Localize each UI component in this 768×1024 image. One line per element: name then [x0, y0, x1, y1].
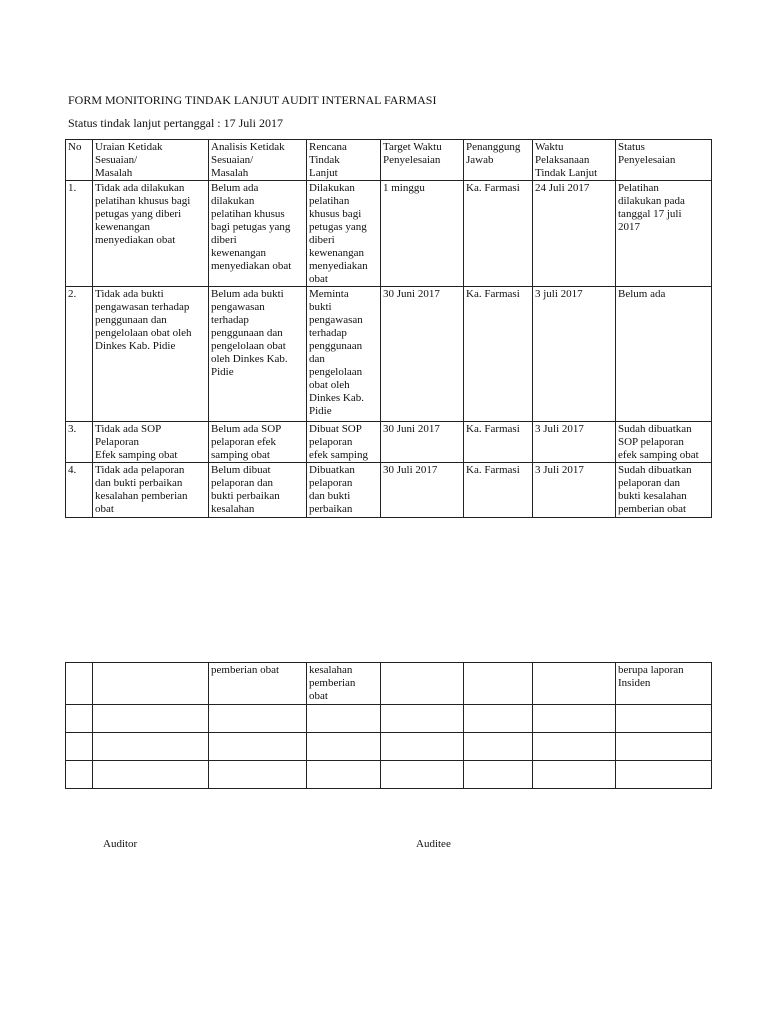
header-rencana: Rencana Tindak Lanjut	[307, 140, 381, 181]
cell-uraian: Tidak ada bukti pengawasan terhadap penggunaan dan pengelolaan obat oleh Dinkes Kab. Pidie	[93, 287, 209, 422]
cell-no: 1.	[66, 181, 93, 287]
header-status: Status Penyelesaian	[616, 140, 712, 181]
header-uraian: Uraian Ketidak Sesuaian/ Masalah	[93, 140, 209, 181]
status-date-line: Status tindak lanjut pertanggal : 17 Juli 2017	[68, 116, 283, 130]
header-analisis: Analisis Ketidak Sesuaian/ Masalah	[209, 140, 307, 181]
cell-analisis: pemberian obat	[209, 663, 307, 705]
table-row	[66, 422, 712, 463]
monitoring-table	[65, 139, 712, 518]
cell-analisis: Belum ada bukti pengawasan terhadap penggunaan dan pengelolaan obat oleh Dinkes Kab. Pidie	[209, 287, 307, 422]
header-target: Target Waktu Penyelesaian	[381, 140, 464, 181]
cell-penanggung	[464, 663, 533, 705]
cell-penanggung: Ka. Farmasi	[464, 463, 533, 518]
cell-analisis: Belum ada SOP pelaporan efek samping obat	[209, 422, 307, 463]
cell-rencana: Dibuatkan pelaporan dan bukti perbaikan	[307, 463, 381, 518]
form-title: FORM MONITORING TINDAK LANJUT AUDIT INTERNAL FARMASI	[68, 93, 437, 107]
cell-status: Pelatihan dilakukan pada tanggal 17 juli 2017	[616, 181, 712, 287]
cell-analisis: Belum ada dilakukan pelatihan khusus bagi petugas yang diberi kewenangan menyediakan obat	[209, 181, 307, 287]
header-penanggung: Penanggung Jawab	[464, 140, 533, 181]
continuation-table	[65, 662, 712, 789]
cell-rencana: Dibuat SOP pelaporan efek samping	[307, 422, 381, 463]
cell-no: 3.	[66, 422, 93, 463]
cell-target	[381, 663, 464, 705]
empty-table-row	[66, 733, 712, 761]
cell-uraian: Tidak ada SOP Pelaporan Efek samping obat	[93, 422, 209, 463]
cell-uraian	[93, 663, 209, 705]
cell-waktu	[533, 663, 616, 705]
cell-waktu: 3 Juli 2017	[533, 422, 616, 463]
header-no: No	[66, 140, 93, 181]
table-row	[66, 287, 712, 422]
cell-waktu: 3 juli 2017	[533, 287, 616, 422]
cell-no: 2.	[66, 287, 93, 422]
cell-penanggung: Ka. Farmasi	[464, 181, 533, 287]
cell-target: 30 Juli 2017	[381, 463, 464, 518]
table-header-row	[66, 140, 712, 181]
cell-rencana: Dilakukan pelatihan khusus bagi petugas yang diberi kewenangan menyediakan obat	[307, 181, 381, 287]
empty-table-row	[66, 705, 712, 733]
cell-rencana: Meminta bukti pengawasan terhadap penggunaan dan pengelolaan obat oleh Dinkes Kab. Pidie	[307, 287, 381, 422]
cell-no	[66, 663, 93, 705]
auditee-label: Auditee	[416, 838, 451, 850]
cell-uraian: Tidak ada pelaporan dan bukti perbaikan kesalahan pemberian obat	[93, 463, 209, 518]
cell-penanggung: Ka. Farmasi	[464, 287, 533, 422]
cell-rencana: kesalahan pemberian obat	[307, 663, 381, 705]
cell-waktu: 3 Juli 2017	[533, 463, 616, 518]
table-row	[66, 663, 712, 705]
cell-target: 30 Juni 2017	[381, 422, 464, 463]
table-row	[66, 181, 712, 287]
cell-waktu: 24 Juli 2017	[533, 181, 616, 287]
cell-status: Sudah dibuatkan pelaporan dan bukti kesalahan pemberian obat	[616, 463, 712, 518]
cell-penanggung: Ka. Farmasi	[464, 422, 533, 463]
cell-status: Sudah dibuatkan SOP pelaporan efek samping obat	[616, 422, 712, 463]
cell-target: 30 Juni 2017	[381, 287, 464, 422]
header-waktu: Waktu Pelaksanaan Tindak Lanjut	[533, 140, 616, 181]
cell-status: berupa laporan Insiden	[616, 663, 712, 705]
table-row	[66, 463, 712, 518]
empty-table-row	[66, 761, 712, 789]
cell-status: Belum ada	[616, 287, 712, 422]
cell-analisis: Belum dibuat pelaporan dan bukti perbaikan kesalahan	[209, 463, 307, 518]
cell-target: 1 minggu	[381, 181, 464, 287]
auditor-label: Auditor	[103, 838, 138, 850]
cell-no: 4.	[66, 463, 93, 518]
cell-uraian: Tidak ada dilakukan pelatihan khusus bagi petugas yang diberi kewenangan menyediakan obat	[93, 181, 209, 287]
